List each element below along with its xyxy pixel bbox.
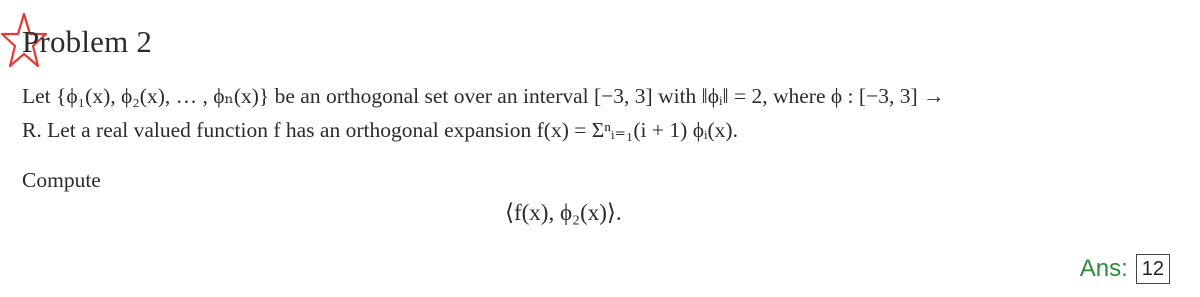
problem-statement-line-1: Let {ϕ₁(x), ϕ₂(x), … , ϕₙ(x)} be an orthogonal set over an interval [−3, 3] with ‖ϕᵢ‖ = 2, where ϕ : [−3, 3] → [22,84,945,108]
inner-product-expression: ⟨f(x), ϕ₂(x)⟩. [505,200,622,225]
problem-title: Problem 2 [22,24,153,59]
answer-label: Ans: [1079,255,1128,282]
answer-area [1080,254,1170,284]
problem-statement-line-2: R. Let a real valued function f has an orthogonal expansion f(x) = Σⁿᵢ₌₁(i + 1) ϕᵢ(x). [22,118,738,142]
answer-value-box[interactable]: 12 [1136,254,1170,284]
compute-label: Compute [22,168,101,192]
